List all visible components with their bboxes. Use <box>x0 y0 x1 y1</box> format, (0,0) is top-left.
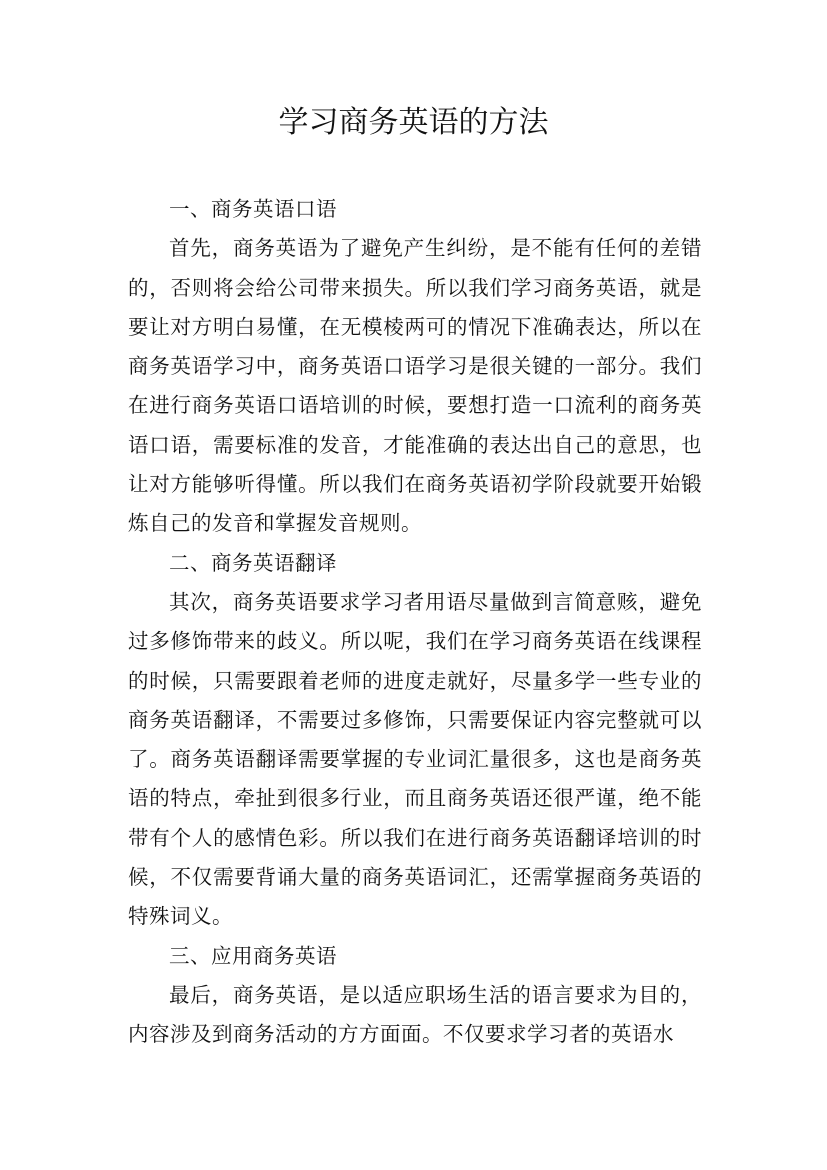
document-title: 学习商务英语的方法 <box>278 105 549 140</box>
section-heading-1: 一、商务英语口语 <box>169 197 337 221</box>
section-paragraph-3: 最后，商务英语，是以适应职场生活的语言要求为目的，内容涉及到商务活动的方方面面。不仅要求学习者的英语水 <box>128 982 702 1047</box>
section-heading-3: 三、应用商务英语 <box>169 943 337 968</box>
document-body <box>128 190 702 1055</box>
section-paragraph-1: 首先，商务英语为了避免产生纠纷，是不能有任何的差错的，否则将会给公司带来损失。所以我们学习商务英语，就是要让对方明白易懂，在无模棱两可的情况下准确表达，所以在商务英语学习中，商务英语口语学习是很关键的一部分。我们在进行商务英语口语培训的时候，要想打造一口流利的商务英语口语，需要标准的发音，才能准确的表达出自己的意思，也让对方能够听得懂。所以我们在商务英语初学阶段就要开始锻炼自己的发音和掌握发音规则。 <box>128 236 702 536</box>
section-heading-2: 二、商务英语翻译 <box>169 550 337 575</box>
section-paragraph-2: 其次，商务英语要求学习者用语尽量做到言简意赅，避免过多修饰带来的歧义。所以呢，我们在学习商务英语在线课程的时候，只需要跟着老师的进度走就好，尽量多学一些专业的商务英语翻译，不需要过多修饰，只需要保证内容完整就可以了。商务英语翻译需要掌握的专业词汇量很多，这也是商务英语的特点，牵扯到很多行业，而且商务英语还很严谨，绝不能带有个人的感情色彩。所以我们在进行商务英语翻译培训的时候，不仅需要背诵大量的商务英语词汇，还需掌握商务英语的特殊词义。 <box>128 589 702 929</box>
